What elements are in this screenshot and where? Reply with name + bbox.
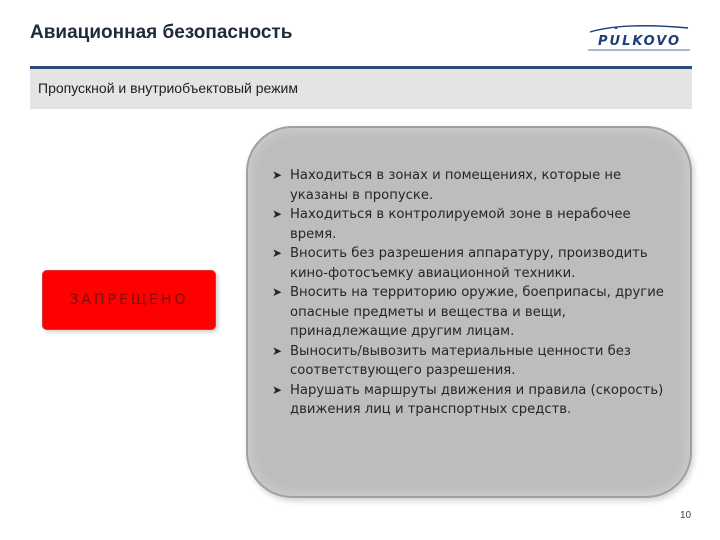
arrow-bullet-icon: ➤ [272, 246, 283, 260]
arrow-bullet-icon: ➤ [272, 382, 283, 397]
arrow-bullet-icon: ➤ [272, 343, 283, 358]
page-number: 10 [680, 510, 692, 521]
pulkovo-logo [584, 20, 694, 54]
page-title: Авиационная безопасность [30, 22, 293, 43]
rule-text: Нарушать маршруты движения и правила (скорость) движения лиц и транспортных средств. [290, 382, 664, 417]
rule-text: Вносить на территорию оружие, боеприпасы, другие опасные предметы и вещества и вещи, принадлежащие другим лицам. [290, 285, 664, 339]
rule-text: Находиться в зонах и помещениях, которые не указаны в пропуске. [290, 168, 622, 203]
list-item [272, 283, 674, 342]
list-item [272, 342, 674, 381]
list-item [272, 381, 674, 420]
arrow-bullet-icon: ➤ [272, 285, 283, 299]
forbidden-label: ЗАПРЕЩЕНО [69, 292, 189, 308]
section-subtitle: Пропускной и внутриобъектовый режим [38, 80, 298, 96]
arrow-bullet-icon: ➤ [272, 168, 283, 182]
list-item [272, 205, 674, 244]
rules-panel [246, 126, 692, 498]
forbidden-badge [42, 270, 216, 330]
rule-text: Находиться в контролируемой зоне в нерабочее время. [290, 207, 631, 242]
list-item [272, 244, 674, 283]
arrow-bullet-icon: ➤ [272, 207, 283, 221]
rule-text: Вносить без разрешения аппаратуру, производить кино-фотосъемку авиационной техники. [290, 246, 648, 281]
list-item [272, 166, 674, 205]
rule-text: Выносить/вывозить материальные ценности без соответствующего разрешения. [290, 343, 631, 378]
rules-list [272, 166, 674, 420]
subtitle-bar [30, 69, 692, 109]
logo-text: PULKOVO [598, 34, 682, 49]
